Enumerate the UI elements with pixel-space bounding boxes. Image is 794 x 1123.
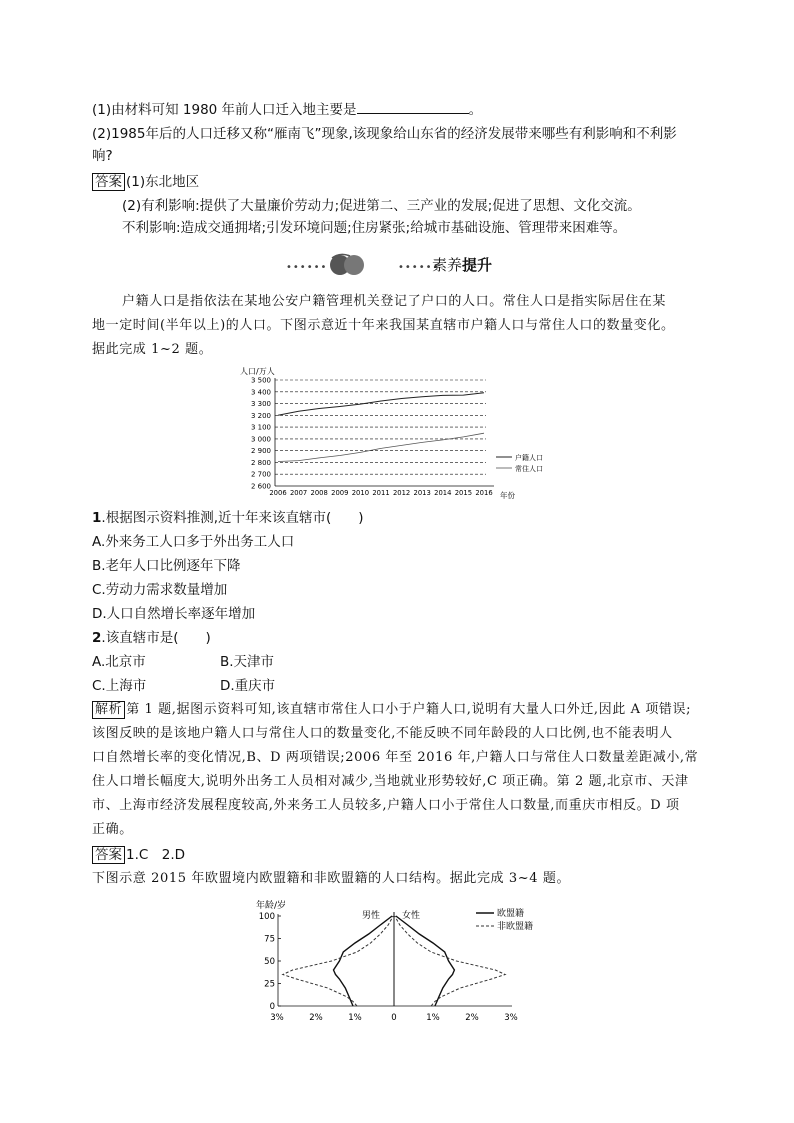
intro-line-2: 地一定时间(半年以上)的人口。下图示意近十年来我国某直辖市户籍人口与常住人口的数量变化。 xyxy=(92,318,675,333)
question-1-end: 。 xyxy=(468,102,483,118)
chart1-xtick-label: 2008 xyxy=(310,489,328,497)
chart2-ylabel: 年龄/岁 xyxy=(256,901,287,911)
chart1-xtick-label: 2006 xyxy=(269,489,287,497)
option-2a[interactable]: A.北京市 xyxy=(92,654,146,670)
question-2: 2.该直辖市是( ) xyxy=(92,630,211,646)
non-eu-male-curve xyxy=(283,916,393,1006)
chart2-xtick-label: 3% xyxy=(270,1013,284,1023)
chart2-xtick-label: 3% xyxy=(504,1013,518,1023)
chart1-ytick-label: 3 200 xyxy=(250,411,271,420)
option-2c[interactable]: C.上海市 xyxy=(92,678,147,694)
answer-1-text: (1)东北地区 xyxy=(126,174,200,190)
chart2-ytick-label: 0 xyxy=(269,1002,275,1012)
intro-2: 下图示意 2015 年欧盟境内欧盟籍和非欧盟籍的人口结构。据此完成 3~4 题。 xyxy=(92,871,571,886)
chart1-ytick-label: 3 000 xyxy=(250,435,271,444)
question-1-line xyxy=(92,99,482,120)
option-1d[interactable]: D.人口自然增长率逐年增加 xyxy=(92,606,256,622)
chart2-xtick-label: 1% xyxy=(426,1013,440,1023)
chart2-xtick-label: 1% xyxy=(348,1013,362,1023)
analysis-tag: 解析 xyxy=(92,701,125,719)
question-1: 1.根据图示资料推测,近十年来该直辖市( ) xyxy=(92,510,364,526)
population-line-chart xyxy=(236,364,556,500)
eu-female-curve xyxy=(396,916,455,1006)
section-badge-icon xyxy=(324,252,370,278)
chart1-xtick-label: 2016 xyxy=(475,489,493,497)
legend-eu-label: 欧盟籍 xyxy=(497,909,525,919)
chart1-xtick-label: 2007 xyxy=(289,489,308,497)
dots-right: •••••• xyxy=(398,262,440,273)
intro-line-1: 户籍人口是指依法在某地公安户籍管理机关登记了户口的人口。常住人口是指实际居住在某 xyxy=(122,294,667,309)
series-changzhu-line xyxy=(278,433,484,461)
chart1-xtick-label: 2011 xyxy=(372,489,390,497)
answer-line-2 xyxy=(92,845,185,865)
chart1-ytick-label: 2 700 xyxy=(250,470,271,479)
non-eu-female-curve xyxy=(395,916,505,1006)
chart1-ytick-label: 3 300 xyxy=(250,400,271,409)
chart1-xtick-label: 2010 xyxy=(351,489,370,497)
chart2-ytick-label: 100 xyxy=(258,912,275,922)
chart1-xtick-label: 2014 xyxy=(434,489,452,497)
analysis-line-1: 解析 第 1 题,据图示资料可知,该直辖市常住人口小于户籍人口,说明有大量人口外迁,因此 A 项错误; xyxy=(92,700,691,720)
chart2-ytick-label: 25 xyxy=(264,979,275,990)
option-1c[interactable]: C.劳动力需求数量增加 xyxy=(92,582,228,598)
chart1-ytick-label: 2 600 xyxy=(250,482,271,491)
question-2-line1: (2)1985年后的人口迁移又称“雁南飞”现象,该现象给山东省的经济发展带来哪些有利影响和不利影 xyxy=(92,126,677,142)
male-label: 男性 xyxy=(362,911,381,921)
answer-2-text: 1.C 2.D xyxy=(126,847,186,863)
analysis-line-3: 口自然增长率的变化情况,B、D 两项错误;2006 年至 2016 年,户籍人口与常住人口数量差距减小,常 xyxy=(92,750,699,765)
chart2-xtick-label: 2% xyxy=(309,1013,323,1023)
section-heading xyxy=(286,252,526,278)
section-title: 素养提升 xyxy=(432,256,493,274)
chart1-xtick-label: 2009 xyxy=(331,489,349,497)
chart1-xtick-label: 2012 xyxy=(392,489,411,497)
answer-line-1 xyxy=(92,172,199,192)
option-2b[interactable]: B.天津市 xyxy=(220,654,275,670)
analysis-line-5: 市、上海市经济发展程度较高,外来务工人员较多,户籍人口小于常住人口数量,而重庆市相反。D 项 xyxy=(92,798,680,813)
chart1-xunit: 年份 xyxy=(500,491,515,500)
chart1-ylabel: 人口/万人 xyxy=(240,367,275,376)
answer-tag: 答案 xyxy=(92,173,125,191)
chart1-ytick-label: 3 400 xyxy=(250,388,271,397)
series-huji-line xyxy=(278,393,484,416)
answer-bad: 不利影响:造成交通拥堵;引发环境问题;住房紧张;给城市基础设施、管理带来困难等。 xyxy=(122,220,627,236)
analysis-line-6: 正确。 xyxy=(92,822,133,837)
chart2-xtick-label: 0 xyxy=(391,1013,397,1023)
chart1-ytick-label: 3 500 xyxy=(250,376,271,385)
chart1-xtick-label: 2013 xyxy=(413,489,431,497)
intro-line-3: 据此完成 1~2 题。 xyxy=(92,342,213,357)
population-pyramid-chart xyxy=(256,898,556,1028)
answer-blank[interactable] xyxy=(357,99,469,114)
legend-huji-label: 户籍人口 xyxy=(515,454,543,462)
answer-tag-2: 答案 xyxy=(92,846,125,864)
option-1b[interactable]: B.老年人口比例逐年下降 xyxy=(92,558,241,574)
question-1-text: (1)由材料可知 1980 年前人口迁入地主要是 xyxy=(92,102,357,118)
chart2-xtick-label: 2% xyxy=(465,1013,479,1023)
chart2-ytick-label: 75 xyxy=(264,934,275,945)
answer-good: (2)有利影响:提供了大量廉价劳动力;促进第二、三产业的发展;促进了思想、文化交流。 xyxy=(122,198,641,214)
chart1-xtick-label: 2015 xyxy=(454,489,473,497)
eu-male-curve xyxy=(334,916,393,1006)
chart1-ytick-label: 3 100 xyxy=(250,423,271,432)
analysis-line-2: 该图反映的是该地户籍人口与常住人口的数量变化,不能反映不同年龄段的人口比例,也不能表明人 xyxy=(92,726,673,741)
dots-left: •••••• xyxy=(286,262,328,273)
analysis-line-4: 住人口增长幅度大,说明外出务工人员相对减少,当地就业形势较好,C 项正确。第 2 题,北京市、天津 xyxy=(92,774,689,789)
chart1-ytick-label: 2 800 xyxy=(250,458,271,467)
chart1-ytick-label: 2 900 xyxy=(250,447,271,456)
chart2-ytick-label: 50 xyxy=(264,957,275,967)
female-label: 女性 xyxy=(402,911,421,921)
option-2d[interactable]: D.重庆市 xyxy=(220,678,276,694)
legend-changzhu-label: 常住人口 xyxy=(515,465,543,473)
question-2-line2: 响? xyxy=(92,148,113,164)
option-1a[interactable]: A.外来务工人口多于外出务工人口 xyxy=(92,534,295,550)
legend-non-eu-label: 非欧盟籍 xyxy=(497,922,534,932)
